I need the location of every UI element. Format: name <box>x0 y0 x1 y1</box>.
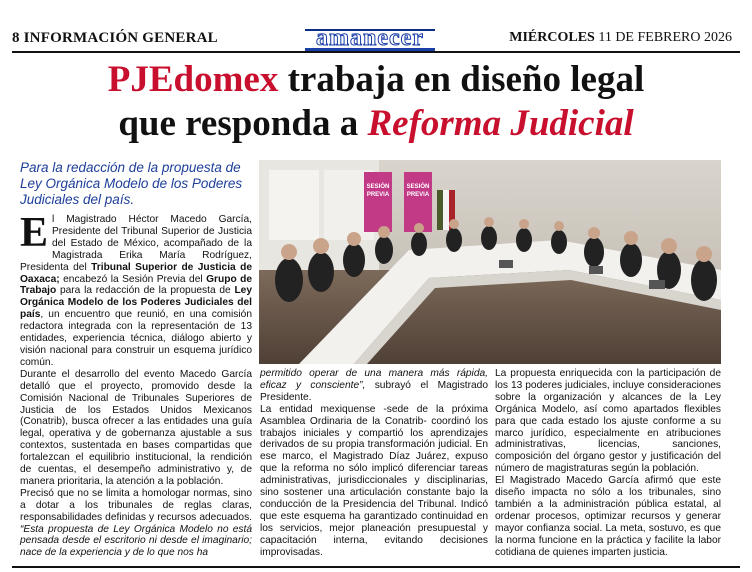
headline-line-2 <box>12 102 740 146</box>
p3-text: Precisó que no se limita a homologar normas, sino a dotar a los tribunales de reglas claras, responsabilidades definidas y recursos adecuados. <box>20 487 252 523</box>
p4-quote: permitido operar de una manera más rápida, eficaz y consciente”, <box>260 368 488 391</box>
header-rule <box>12 51 740 53</box>
masthead-logo <box>305 25 435 53</box>
headline-red-term: PJEdomex <box>107 59 279 100</box>
section-label: 8 INFORMACIÓN GENERAL <box>12 30 218 46</box>
svg-text:SESIÓN: SESIÓN <box>406 184 430 190</box>
article-lead: Para la redacción de la propuesta de Ley Orgánica Modelo de los Poderes Judiciales del país. <box>20 160 243 207</box>
issue-date <box>509 30 732 46</box>
p1-text-a: l Magistrado Héctor Macedo García, Presidente del Tribunal Superior de Justicia del Estado de México, acompañado de la Magistrada Erika María Rodríguez, Presidenta del <box>20 214 252 273</box>
drop-cap: E <box>20 210 49 256</box>
article-column-2 <box>260 368 488 559</box>
footer-rule <box>12 566 740 568</box>
banner-right <box>404 172 432 232</box>
paragraph-2: Durante el desarrollo del evento Macedo García detalló que el proyecto, promovido desde la Comisión Nacional de Tribunales Superiores de Justicia de los Estados Unidos Mexicanos (Conatrib), busca ofrecer a las entidades una guía legal, operativa y de gobernanza ajustable a sus contextos, sustentada en bases compartidas que fortalezcan el equilibrio institucional, la rendición de cuentas, el desempeño administrativo y, de manera prioritaria, la atención a la población. <box>20 368 252 487</box>
p3-quote: “Esta propuesta de Ley Orgánica Modelo no está pensada desde el escritorio ni desde el imaginario; nace de la experiencia y de lo que nos ha <box>20 523 252 559</box>
headline-text-1: trabaja en diseño legal <box>278 59 645 100</box>
p1-text-e: , un encuentro que reunió, en una comisión redactora integrada con la representación de 13 entidades, experiencia técnica, diálogo abierto y visión nacional para construir un esquema jurídico común. <box>20 309 252 368</box>
paragraph-4 <box>260 368 488 404</box>
headline-text-2: que responda a <box>118 103 368 144</box>
article-headline <box>12 58 740 146</box>
masthead-title: amanecer <box>316 25 424 51</box>
svg-text:SESIÓN: SESIÓN <box>366 184 390 190</box>
p1-text-c: encabezó la Sesión Previa del <box>59 273 207 285</box>
headline-red-emphasis: Reforma Judicial <box>367 103 634 144</box>
headline-line-1 <box>12 58 740 102</box>
issue-date-text: 11 DE FEBRERO 2026 <box>598 30 732 45</box>
paragraph-1 <box>20 210 253 369</box>
svg-text:PREVIA: PREVIA <box>366 192 390 198</box>
paragraph-3 <box>20 488 252 559</box>
svg-text:PREVIA: PREVIA <box>406 192 430 198</box>
paragraph-7: El Magistrado Macedo García afirmó que este diseño impacta no sólo a los tribunales, sino también a la administración pública estatal, al ordenar procesos, optimizar recursos y generar mayor confianza social. La meta, sostuvo, es que la norma funcione en la práctica y facilite la labor cotidiana de quienes imparten justicia. <box>495 475 721 558</box>
paragraph-6: La propuesta enriquecida con la participación de los 13 poderes judiciales, incluye consideraciones sobre la organización y alcances de la Ley Orgánica Modelo, así como apartados flexibles para que cada estado los ajuste conforme a su marco jurídico, especialmente en atribuciones administrativas, licencias, sanciones, composición del órgano gestor y justificación del número de magistraturas según la población. <box>495 368 721 475</box>
paragraph-5: La entidad mexiquense -sede de la próxima Asamblea Ordinaria de la Conatrib- coordinó los trabajos iniciales y compartió los aprendizajes derivados de su propia transformación judicial. En ese marco, el Magistrado Díaz Juárez, expuso que la reforma no sólo implicó diferenciar tareas administrativas, jurisdiccionales y disciplinarias, sino sostener una articulación constante bajo la conducción de la Presidencia del Tribunal. Indicó que este esquema ha garantizado continuidad en los servicios, mejor planeación presupuestal y capacitación interna, evitando decisiones improvisadas. <box>260 403 488 558</box>
banner-left <box>364 172 392 232</box>
p1-bold-1: Tribunal Superior de Justicia de Oaxaca; <box>20 261 252 285</box>
p1-text-d: para la redacción de la propuesta de <box>56 285 235 297</box>
issue-day: MIÉRCOLES <box>509 30 595 45</box>
p4-text: subrayó el Magistrado Presidente. <box>260 379 489 403</box>
p1-bold-3: Ley Orgánica Modelo de los Poderes Judiciales del país <box>20 285 252 321</box>
article-photo <box>259 160 721 364</box>
article-column-3 <box>495 368 721 559</box>
article-column-1 <box>20 210 253 559</box>
p1-bold-2: Grupo de Trabajo <box>20 273 253 297</box>
